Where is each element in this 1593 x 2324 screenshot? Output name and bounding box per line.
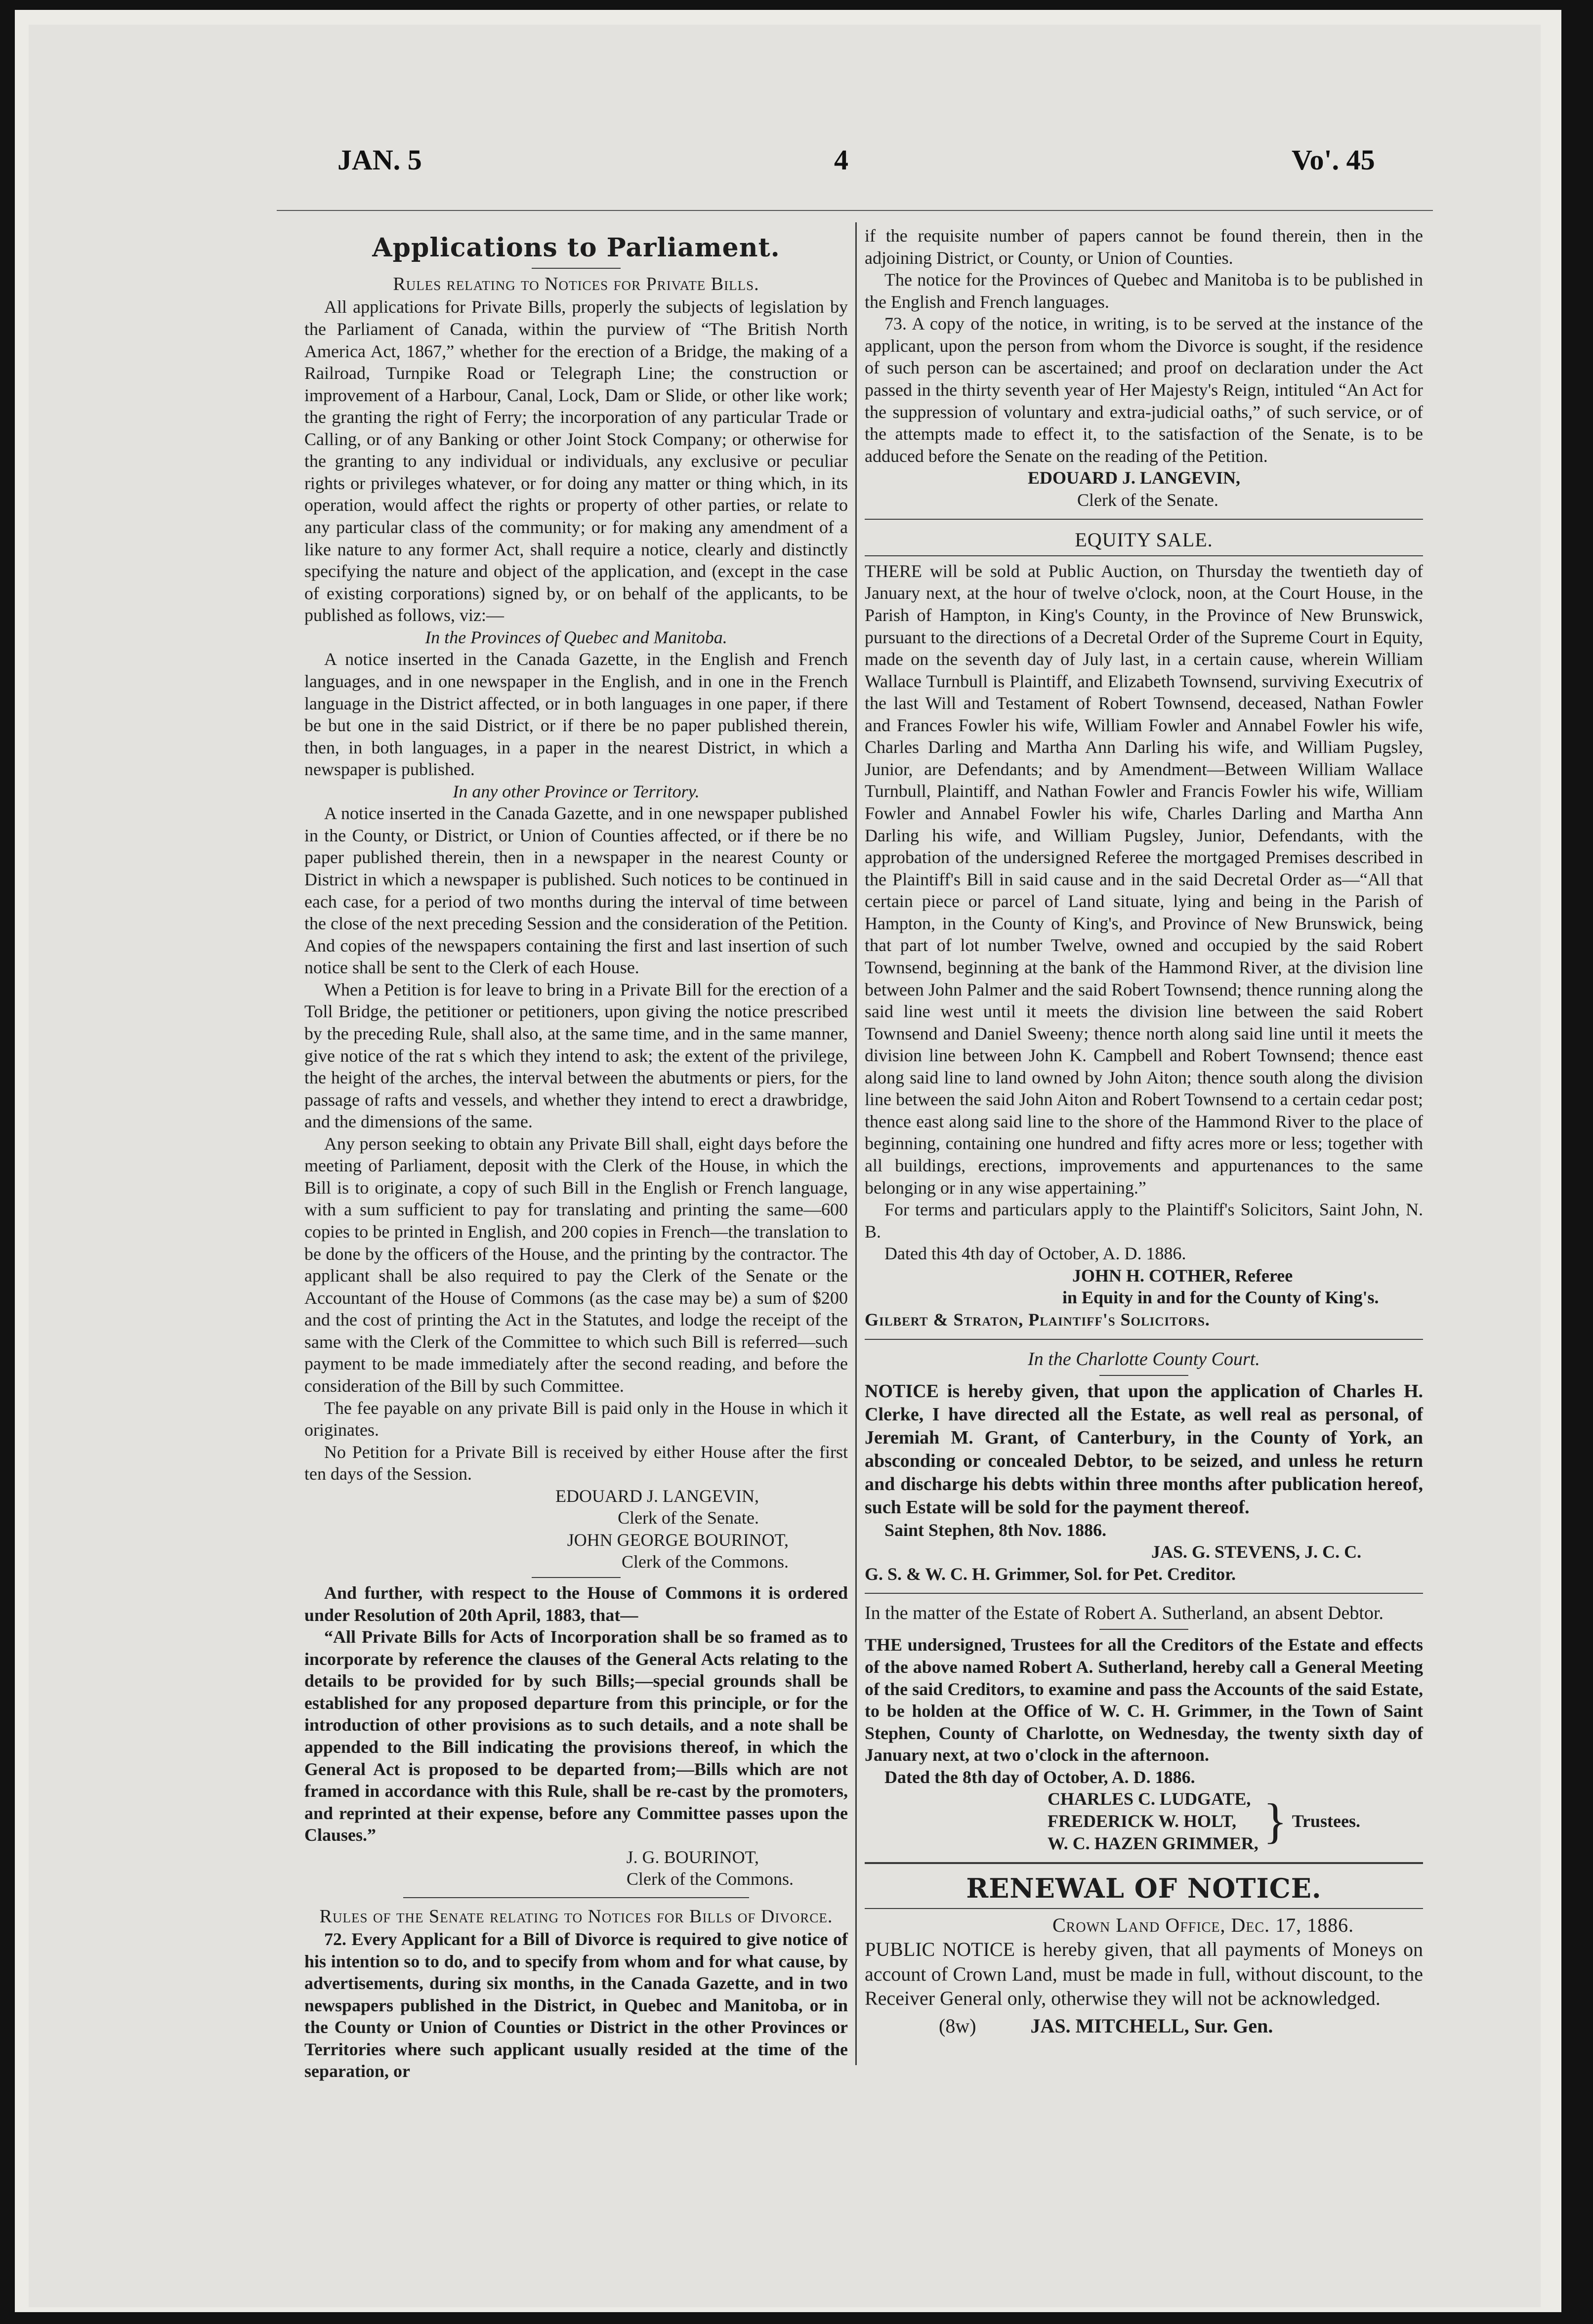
volume-number: Vo'. 45: [1292, 144, 1375, 176]
rule: [865, 1593, 1423, 1594]
paragraph: if the requisite number of papers cannot be found therein, then in the adjoining District, or County, or Union of Counties.: [865, 226, 1423, 268]
signature-name: J. G. BOURINOT,: [626, 1847, 759, 1867]
insertion-code: (8w): [939, 2014, 976, 2037]
paragraph: “All Private Bills for Acts of Incorporation shall be so framed as to incorporate by reference the clauses of the General Acts relating to the details to be provided for by such Bills;—special grounds shall be established for any proposed departure from this principle, or for the introduction of other provisions as to such details, and a note shall be appended to the Bill indicating the provisions thereof, in which the General Act is proposed to be departed from;—Bills which are not framed in accordance with this Rule, shall be re-cast by the promoters, and reprinted at their expense, before any Committee passes upon the Clauses.”: [304, 1627, 848, 1845]
solicitors: Gilbert & Straton, Plaintiff's Solicitors.: [865, 1309, 1210, 1329]
signature-title: in Equity in and for the County of King's.: [1062, 1287, 1379, 1308]
paragraph: A notice inserted in the Canada Gazette, and in one newspaper published in the County, or District, or Union of Counties affected, or if there be no paper published therein, then in a newspaper in the nearest County or District in which a newspaper is published. Such notices to be continued in each case, for a period of two months during the interval of time between the close of the next preceding Session and the consideration of the Petition. And copies of the newspapers containing the first and last insertion of such notice shall be sent to the Clerk of each House.: [304, 803, 848, 978]
trustee-name: CHARLES C. LUDGATE,: [1048, 1789, 1251, 1809]
column-divider: [855, 222, 857, 2065]
section-title: Applications to Parliament.: [372, 233, 780, 263]
signature-title: Clerk of the Senate.: [618, 1508, 759, 1528]
office-dateline: Crown Land Office, Dec. 17, 1886.: [1052, 1913, 1354, 1936]
trustee-name: FREDERICK W. HOLT,: [1048, 1811, 1237, 1831]
signature-name: JOHN H. COTHER, Referee: [1072, 1265, 1293, 1286]
paragraph: A notice inserted in the Canada Gazette, in the English and French languages, and in one newspaper in the English, and in one in the French language in the District affected, or in both languages in one paper, if there be but one in the said District, or if there be no paper published therein, then, in both languages, in a paper in the nearest District, in which a newspaper is published.: [304, 649, 848, 780]
rule: [865, 1908, 1423, 1909]
paragraph: And further, with respect to the House of Commons it is ordered under Resolution of 20th April, 1883, that—: [304, 1583, 848, 1625]
paragraph: The fee payable on any private Bill is paid only in the House in which it originates.: [304, 1398, 848, 1440]
subheading: In the Provinces of Quebec and Manitoba.: [425, 627, 727, 647]
solicitors: G. S. & W. C. H. Grimmer, Sol. for Pet. Creditor.: [865, 1564, 1236, 1584]
trustees-block: [865, 1788, 1423, 1854]
notice-title: RENEWAL OF NOTICE.: [966, 1872, 1322, 1905]
rule: [865, 519, 1423, 520]
signature-title: Clerk of the Commons.: [627, 1869, 794, 1889]
rule: [865, 555, 1423, 556]
signature-name: JOHN GEORGE BOURINOT,: [567, 1530, 789, 1550]
rule: [865, 1862, 1423, 1864]
signature-name: JAS. G. STEVENS, J. C. C.: [1151, 1542, 1362, 1562]
title-rule: [532, 268, 621, 269]
trustees-label: Trustees.: [1292, 1811, 1361, 1831]
renewal-signature-row: [865, 2014, 1423, 2038]
section-subtitle: Rules relating to Notices for Private Bills.: [393, 274, 759, 295]
paragraph: PUBLIC NOTICE is hereby given, that all payments of Moneys on account of Crown Land, must be made in full, without discount, to the Receiver General only, otherwise they will not be acknowledged.: [865, 1938, 1423, 2010]
rule: [403, 1897, 749, 1898]
trustee-name: W. C. HAZEN GRIMMER,: [1048, 1833, 1258, 1853]
notice-title: In the Charlotte County Court.: [1028, 1348, 1260, 1370]
signature-name: EDOUARD J. LANGEVIN,: [1028, 468, 1241, 488]
paragraph: THE undersigned, Trustees for all the Creditors of the Estate and effects of the above named Robert A. Sutherland, hereby call a General Meeting of the said Creditors, to examine and pass the Accounts of the said Estate, to be holden at the Office of W. C. H. Grimmer, in the Town of Saint Stephen, County of Charlotte, on Wednesday, the twenty sixth day of January next, at two o'clock in the afternoon.: [865, 1635, 1423, 1765]
paragraph: Saint Stephen, 8th Nov. 1886.: [884, 1520, 1107, 1540]
rule: [865, 1339, 1423, 1340]
page-number: 4: [834, 144, 848, 176]
header-rule: [277, 210, 1433, 211]
signature-name: EDOUARD J. LANGEVIN,: [555, 1486, 759, 1506]
signature-title: Clerk of the Commons.: [622, 1552, 789, 1572]
subheading: In any other Province or Territory.: [453, 781, 700, 801]
notice-title: EQUITY SALE.: [1075, 529, 1213, 551]
signature-title: Clerk of the Senate.: [1077, 490, 1218, 510]
section-subtitle: Rules of the Senate relating to Notices for Bills of Divorce.: [319, 1906, 833, 1927]
paragraph: All applications for Private Bills, properly the subjects of legislation by the Parliament of Canada, within the purview of “The British North America Act, 1867,” whether for the erection of a Bridge, the making of a Railroad, Turnpike Road or Telegraph Line; the construction or improvement of a Harbour, Canal, Lock, Dam or Slide, or other like work; the granting the right of Ferry; the incorporation of any particular Trade or Calling, or of any Banking or other Joint Stock Company; or otherwise for the granting to any individual or individuals, any exclusive or peculiar rights or privileges whatever, or for doing any matter or thing which, in its operation, would affect the rights or property of other parties, or relate to any particular class of the community; or for making any amendment of a like nature to any former Act, shall require a notice, clearly and distinctly specifying the nature and object of the application, and (except in the case of existing corporations) signed by, or on behalf of the applicants, to be published as follows, viz:—: [304, 297, 848, 625]
rule: [1099, 1375, 1188, 1376]
paragraph: Any person seeking to obtain any Private Bill shall, eight days before the meeting of Parliament, deposit with the Clerk of the House, in which the Bill is to originate, a copy of such Bill in the English or French language, with a sum sufficient to pay for translating and printing the same—600 copies to be printed in English, and 200 copies in French—the translation to be done by the officers of the House, and the printing by the contractor. The applicant shall be also required to pay the Clerk of the Senate or the Accountant of the House of Commons (as the case may be) a sum of $200 and the cost of printing the Act in the Statutes, and lodge the receipt of the same with the Clerk of the Committee to which such Bill is referred—such payment to be made immediately after the second reading, and before the consideration of the Bill by such Committee.: [304, 1133, 848, 1396]
paragraph: 73. A copy of the notice, in writing, is to be served at the instance of the applicant, upon the person from whom the Divorce is sought, if the residence of such person can be ascertained; and proof on declaration under the Act passed in the thirty seventh year of Her Majesty's Reign, intituled “An Act for the suppression of voluntary and extra-judicial oaths,” of such service, or of the attempts made to effect it, to the satisfaction of the Senate, is to be adduced before the Senate on the reading of the Petition.: [865, 314, 1423, 466]
left-column: [304, 232, 848, 2082]
brace-symbol: }: [1263, 1793, 1287, 1849]
issue-date: JAN. 5: [337, 144, 422, 176]
paragraph: Dated the 8th day of October, A. D. 1886.: [884, 1767, 1195, 1787]
paragraph: For terms and particulars apply to the Plaintiff's Solicitors, Saint John, N. B.: [865, 1200, 1423, 1242]
paragraph: When a Petition is for leave to bring in a Private Bill for the erection of a Toll Bridge, the petitioner or petitioners, upon giving the notice prescribed by the preceding Rule, shall also, at the same time, and in the same manner, give notice of the rat s which they intend to ask; the extent of the privilege, the height of the arches, the interval between the abutments or piers, for the passage of rafts and vessels, and whether they intend to erect a drawbridge, and the dimensions of the same.: [304, 979, 848, 1132]
paragraph: THERE will be sold at Public Auction, on Thursday the twentieth day of January next, at the hour of twelve o'clock, noon, at the Court House, in the Parish of Hampton, in King's County, in the Province of New Brunswick, pursuant to the directions of a Decretal Order of the Supreme Court in Equity, made on the seventh day of July last, in a certain cause, wherein William Wallace Turnbull is Plaintiff, and Elizabeth Townsend, surviving Executrix of the last Will and Testament of Robert Townsend, deceased, Nathan Fowler and Frances Fowler his wife, William Fowler and Annabel Fowler his wife, Charles Darling and Martha Ann Darling his wife, and William Pugsley, Junior, are Defendants; and by Amendment—Between William Wallace Turnbull, Plaintiff, and Nathan Fowler and Francis Fowler his wife, William Fowler and Annabel Fowler his wife, Charles Darling and Martha Ann Darling his wife, and William Pugsley, Junior, Defendants, with the approbation of the undersigned Referee the mortgaged Premises described in the Plaintiff's Bill in said cause and in the said Decretal Order as—“All that certain piece or parcel of Land situate, lying and being in the Parish of Hampton, in the County of King's, and Province of New Brunswick, being that part of lot number Twelve, owned and occupied by the said Robert Townsend, beginning at the bank of the Hammond River, at the division line between John Palmer and the said Robert Townsend; thence running along the said line west until it meets the division line between the said Robert Townsend and Daniel Sweeny; thence north along said line until it meets the division line between John K. Campbell and Robert Townsend; thence east along said line to land owned by John Aiton; thence south along the division line between the said John Aiton and Robert Townsend to a certain cedar post; thence east along said line to the shore of the Hammond River to the place of beginning, containing one hundred and fifty acres more or less; together with all buildings, erections, improvements and appurtenances to the same belonging or in any wise appertaining.”: [865, 561, 1423, 1198]
paragraph: No Petition for a Private Bill is received by either House after the first ten days of the Session.: [304, 1442, 848, 1484]
right-column: [865, 225, 1423, 2038]
rule: [532, 1577, 621, 1578]
paragraph: Dated this 4th day of October, A. D. 1886.: [884, 1244, 1186, 1264]
paragraph: NOTICE is hereby given, that upon the application of Charles H. Clerke, I have directed all the Estate, as well real as personal, of Jeremiah M. Grant, of Canterbury, in the County of York, an absconding or concealed Debtor, to be seized, and unless he return and discharge his debts within three months after publication hereof, such Estate will be sold for the payment thereof.: [865, 1380, 1423, 1518]
rule: [1099, 1629, 1188, 1630]
signature-name: JAS. MITCHELL, Sur. Gen.: [1030, 2014, 1273, 2037]
paragraph: The notice for the Provinces of Quebec and Manitoba is to be published in the English and French languages.: [865, 270, 1423, 312]
notice-title: In the matter of the Estate of Robert A. Sutherland, an absent Debtor.: [865, 1603, 1383, 1624]
paragraph: 72. Every Applicant for a Bill of Divorce is required to give notice of his intention so to do, and to specify from whom and for what cause, by advertisements, during six months, in the Canada Gazette, and in two newspapers published in the District, in Quebec and Manitoba, or in the County or Union of Counties or District in the other Provinces or Territories where such applicant usually resided at the time of the separation, or: [304, 1929, 848, 2081]
trustees-list: [1048, 1788, 1258, 1854]
